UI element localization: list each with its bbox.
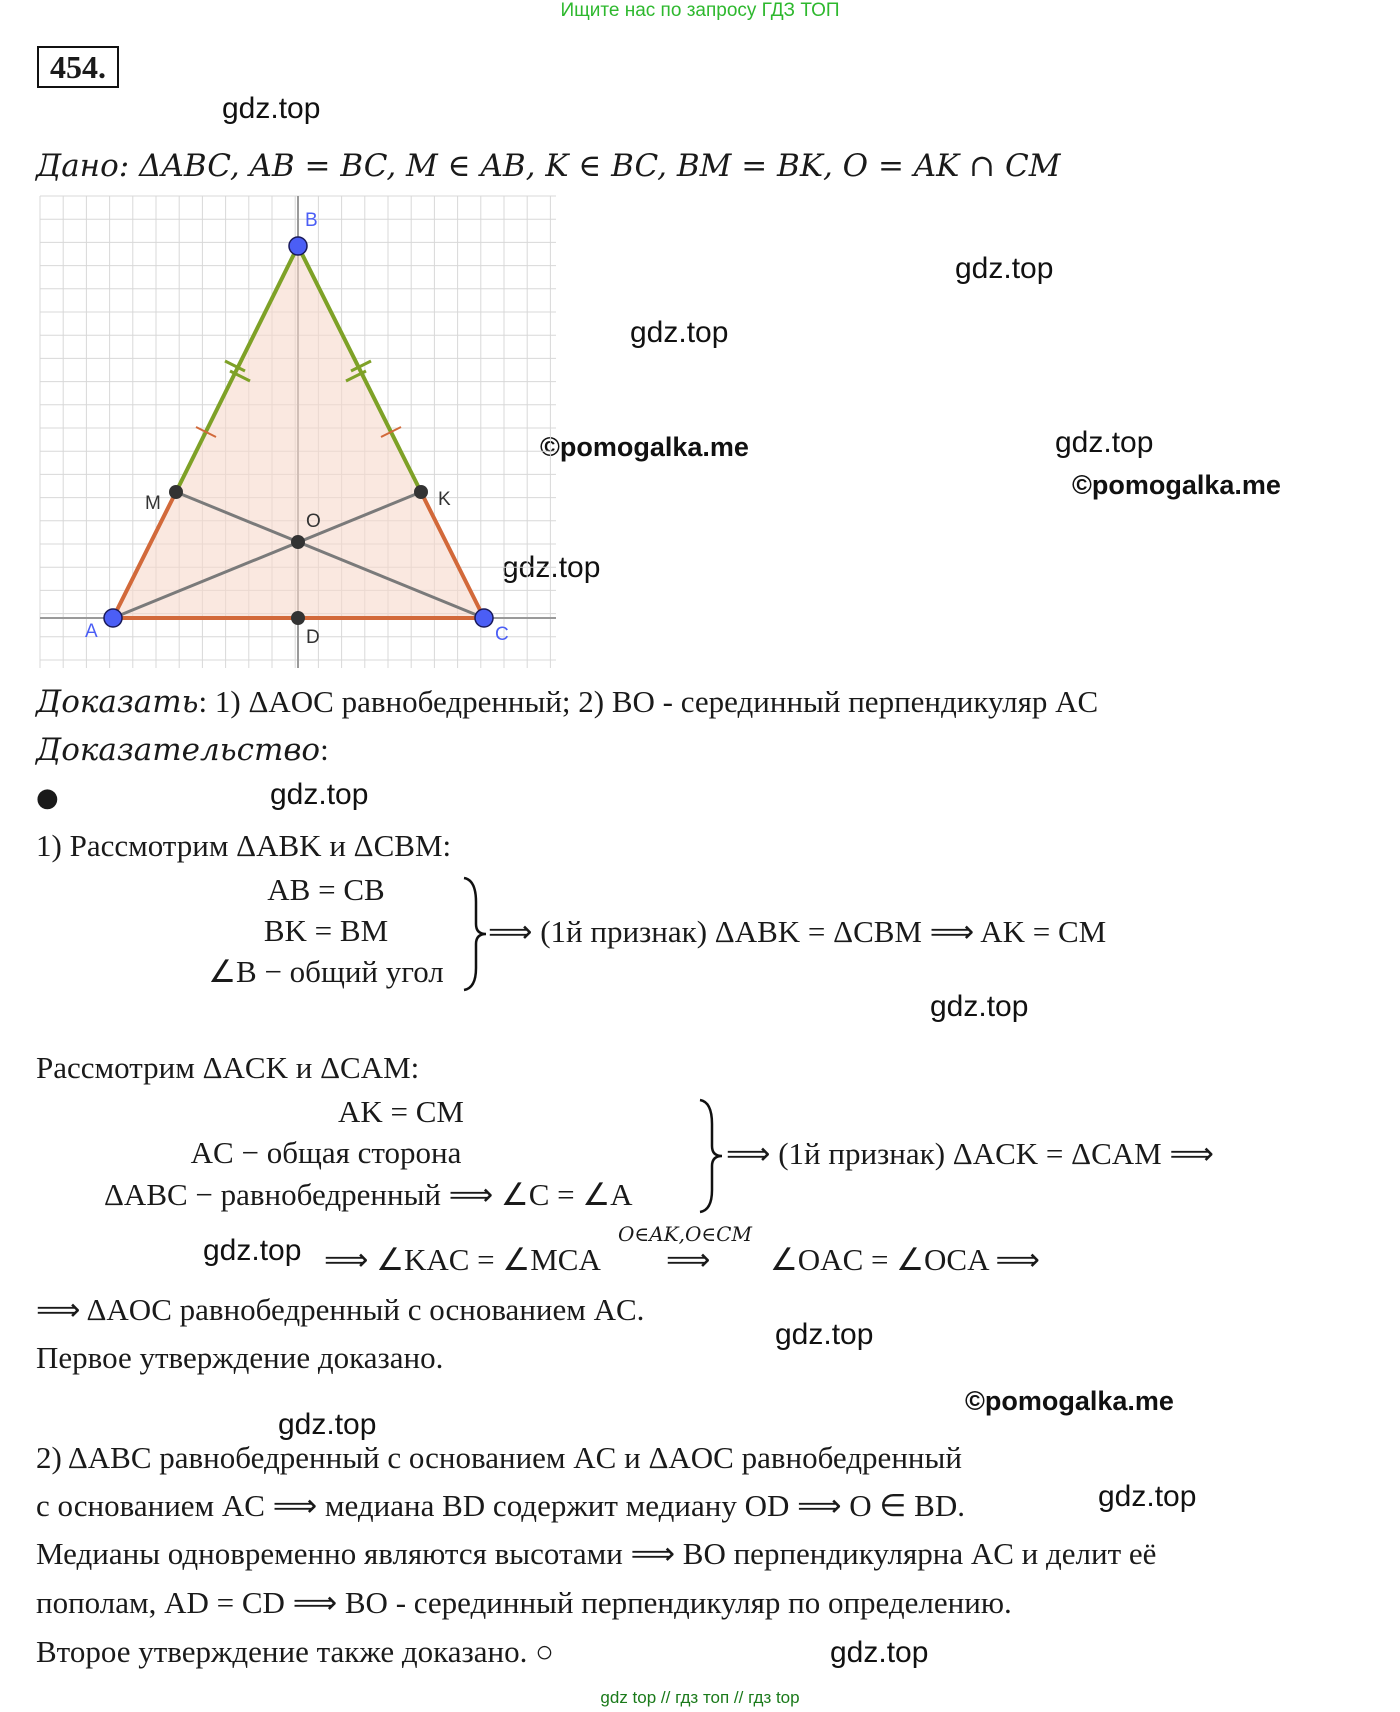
proof-label: Доказательство — [36, 732, 321, 768]
watermark-gdz: gdz.top — [203, 1234, 302, 1267]
watermark-gdz: gdz.top — [955, 252, 1054, 285]
triangle-figure — [0, 0, 600, 690]
watermark-gdz: gdz.top — [278, 1408, 377, 1441]
watermark-pomogalka: ©pomogalka.me — [540, 432, 749, 462]
point-A — [104, 609, 122, 627]
top-banner: Ищите нас по запросу ГДЗ ТОП — [560, 0, 840, 21]
part1-done: Первое утверждение доказано. — [36, 1340, 444, 1375]
system2-line2: AC − общая сторона — [190, 1135, 462, 1170]
part1-conclusion: ⟹ ΔAOC равнобедренный с основанием AC. — [36, 1292, 645, 1327]
label-B: B — [305, 210, 318, 231]
brace-2 — [696, 1096, 726, 1216]
step-angles-kac-mca: ⟹ ∠KAC = ∠MCA — [324, 1242, 601, 1277]
system2-conclusion: ⟹ (1й признак) ΔACK = ΔCAM ⟹ — [726, 1136, 1214, 1171]
part2-line3: Медианы одновременно являются высотами ⟹ BO перпендикулярна AC и делит её — [36, 1536, 1157, 1571]
watermark-gdz: gdz.top — [630, 316, 729, 349]
watermark-gdz: gdz.top — [830, 1636, 929, 1669]
part2-line1: 2) ΔABC равнобедренный с основанием AC и ΔAOC равнобедренный — [36, 1440, 962, 1475]
prove-statement — [36, 682, 1098, 722]
point-B — [289, 237, 307, 255]
watermark-gdz: gdz.top — [1098, 1480, 1197, 1513]
watermark-gdz: gdz.top — [775, 1318, 874, 1351]
point-M — [169, 485, 183, 499]
given-text: : ΔABC, AB = BC, M ∈ AB, K ∈ BC, BM = BK, O = AK ∩ CM — [118, 148, 1061, 184]
point-O — [291, 535, 305, 549]
watermark-gdz: gdz.top — [1055, 426, 1154, 459]
watermark-gdz: gdz.top — [930, 990, 1029, 1023]
brace-1 — [460, 874, 490, 994]
prove-text: : 1) ΔAOC равнобедренный; 2) BO - серединный перпендикуляр AC — [198, 684, 1099, 719]
point-D — [291, 611, 305, 625]
watermark-gdz: gdz.top — [222, 92, 321, 125]
part2-line5: Второе утверждение также доказано. ○ — [36, 1634, 554, 1669]
watermark-pomogalka: ©pomogalka.me — [1072, 470, 1281, 500]
system2-line1: AK = CM — [338, 1094, 464, 1129]
system1-line2: BK = BM — [263, 913, 389, 948]
label-C: C — [495, 624, 509, 645]
label-A: A — [85, 621, 98, 642]
label-D: D — [306, 627, 320, 648]
implies-arrow: ⟹ — [666, 1242, 711, 1277]
watermark-pomogalka: ©pomogalka.me — [965, 1386, 1174, 1416]
proof-colon: : — [320, 732, 329, 767]
point-C — [475, 609, 493, 627]
system1-line3: ∠B − общий угол — [208, 954, 444, 989]
part1-intro2: Рассмотрим ΔACK и ΔCAM: — [36, 1050, 420, 1085]
label-M: M — [145, 493, 161, 514]
watermark-gdz: gdz.top — [502, 551, 601, 584]
problem-number: 454. — [37, 46, 119, 88]
bullet: ● — [36, 783, 59, 813]
part2-line4: пополам, AD = CD ⟹ BO - серединный перпендикуляр по определению. — [36, 1585, 1012, 1620]
point-K — [414, 485, 428, 499]
step-angles-oac-oca: ∠OAC = ∠OCA ⟹ — [770, 1242, 1040, 1277]
system1-line1: AB = CB — [267, 872, 385, 907]
prove-label: Доказать — [36, 684, 199, 720]
proof-heading — [36, 730, 329, 770]
triangle-fill — [113, 246, 484, 618]
arrow-condition: O∈AK,O∈CM — [618, 1222, 752, 1246]
watermark-gdz: gdz.top — [270, 778, 369, 811]
label-O: O — [306, 511, 321, 532]
system2-line3: ΔABC − равнобедренный ⟹ ∠C = ∠A — [104, 1177, 633, 1212]
part1-intro: 1) Рассмотрим ΔABK и ΔCBM: — [36, 828, 452, 863]
label-K: K — [438, 489, 451, 510]
given-label: Дано — [36, 148, 119, 184]
part2-line2: с основанием AC ⟹ медиана BD содержит медиану OD ⟹ O ∈ BD. — [36, 1488, 965, 1523]
footer-links: gdz top // гдз топ // гдз top — [600, 1688, 800, 1707]
system1-conclusion: ⟹ (1й признак) ΔABK = ΔCBM ⟹ AK = CM — [488, 914, 1107, 949]
